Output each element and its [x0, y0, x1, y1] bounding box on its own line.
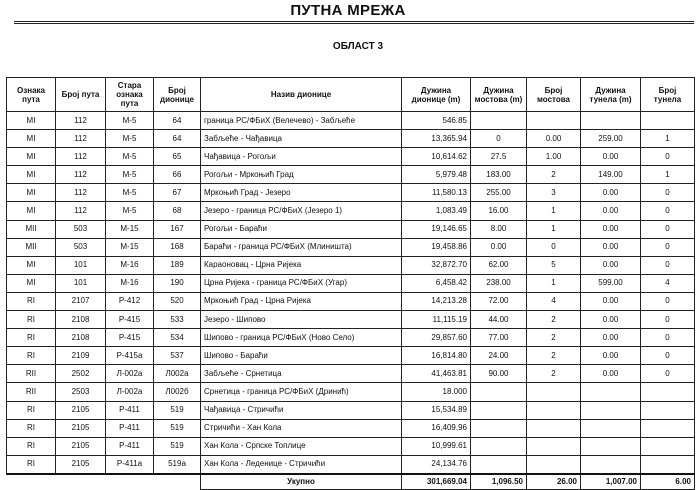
table-cell: M-5	[106, 202, 154, 220]
table-cell: 67	[154, 184, 201, 202]
table-cell: Забљеће - Срнетица	[201, 365, 402, 383]
table-cell: 10,614.62	[402, 148, 471, 166]
table-cell: Језеро - граница РС/ФБиХ (Језеро 1)	[201, 202, 402, 220]
table-cell: Стричићи - Хан Кола	[201, 419, 402, 437]
table-cell: M-5	[106, 112, 154, 130]
table-cell	[641, 437, 695, 455]
table-row	[7, 383, 695, 401]
table-cell: 1	[641, 166, 695, 184]
table-cell: 2109	[56, 347, 106, 365]
table-cell: 2	[527, 329, 581, 347]
table-cell: M-5	[106, 148, 154, 166]
table-cell	[581, 419, 641, 437]
table-cell: M-5	[106, 184, 154, 202]
table-cell: 0.00	[471, 238, 527, 256]
table-cell: 1	[527, 202, 581, 220]
table-cell: 0.00	[527, 130, 581, 148]
table-cell: Забљеће - Чађавица	[201, 130, 402, 148]
table-cell: 599.00	[581, 274, 641, 292]
column-header: Дужина дионице (m)	[402, 78, 471, 112]
table-cell: 64	[154, 130, 201, 148]
table-row	[7, 238, 695, 256]
table-cell: 0	[641, 329, 695, 347]
table-cell: 112	[56, 112, 106, 130]
table-cell: 3	[527, 184, 581, 202]
table-cell: 503	[56, 238, 106, 256]
table-cell: 2108	[56, 329, 106, 347]
table-cell: MII	[7, 238, 56, 256]
column-header: Дужина тунела (m)	[581, 78, 641, 112]
table-cell: 19,146.65	[402, 220, 471, 238]
table-cell: 44.00	[471, 311, 527, 329]
table-cell	[471, 383, 527, 401]
table-cell: Бараћи - граница РС/ФБиХ (Млиништа)	[201, 238, 402, 256]
table-cell: 0.00	[581, 365, 641, 383]
table-cell: MI	[7, 130, 56, 148]
table-cell: 0.00	[581, 292, 641, 310]
table-row	[7, 202, 695, 220]
table-cell: 29,857.60	[402, 329, 471, 347]
table-cell: 0	[641, 202, 695, 220]
table-cell	[581, 437, 641, 455]
table-cell: RI	[7, 347, 56, 365]
table-cell	[527, 455, 581, 474]
table-cell: 13,365.94	[402, 130, 471, 148]
table-cell	[527, 437, 581, 455]
table-cell: 1	[527, 274, 581, 292]
table-cell: 537	[154, 347, 201, 365]
table-cell: 0.00	[581, 238, 641, 256]
table-cell: RII	[7, 365, 56, 383]
table-cell: Рогољи - Мркоњић Град	[201, 166, 402, 184]
table-cell: 19,458.86	[402, 238, 471, 256]
table-cell	[581, 455, 641, 474]
table-cell: Л-002а	[106, 365, 154, 383]
table-cell: 5	[527, 256, 581, 274]
table-row	[7, 256, 695, 274]
table-cell: 0.00	[581, 184, 641, 202]
table-cell: 66	[154, 166, 201, 184]
column-header: Ознака пута	[7, 78, 56, 112]
column-header: Стара ознака пута	[106, 78, 154, 112]
table-cell: 112	[56, 130, 106, 148]
table-cell: Шипово - Бараћи	[201, 347, 402, 365]
table-cell: Шипово - граница РС/ФБиХ (Ново Село)	[201, 329, 402, 347]
table-cell: Р-411	[106, 419, 154, 437]
table-cell: 0	[641, 292, 695, 310]
road-network-table	[6, 77, 695, 490]
table-cell: MI	[7, 256, 56, 274]
table-cell: Р-412	[106, 292, 154, 310]
table-cell	[527, 383, 581, 401]
table-cell: Караоновац - Црна Ријека	[201, 256, 402, 274]
table-cell: 77.00	[471, 329, 527, 347]
table-cell: 24.00	[471, 347, 527, 365]
table-cell: RII	[7, 383, 56, 401]
column-header: Број мостова	[527, 78, 581, 112]
column-header: Број тунела	[641, 78, 695, 112]
title-rule-double	[14, 23, 694, 24]
table-cell: RI	[7, 329, 56, 347]
table-cell: MI	[7, 184, 56, 202]
table-cell: RI	[7, 292, 56, 310]
table-cell: 65	[154, 148, 201, 166]
table-cell: 1.00	[527, 148, 581, 166]
total-length: 301,669.04	[402, 474, 471, 490]
table-cell: Рогољи - Бараћи	[201, 220, 402, 238]
table-cell: 0	[471, 130, 527, 148]
table-cell: Језеро - Шипово	[201, 311, 402, 329]
table-cell: граница РС/ФБиХ (Велечево) - Забљеће	[201, 112, 402, 130]
table-cell: 0.00	[581, 256, 641, 274]
table-cell: Хан Кола - Српске Топлице	[201, 437, 402, 455]
table-cell	[471, 112, 527, 130]
table-cell: 72.00	[471, 292, 527, 310]
table-cell: 0.00	[581, 202, 641, 220]
table-row	[7, 365, 695, 383]
table-cell: 189	[154, 256, 201, 274]
table-cell: 8.00	[471, 220, 527, 238]
table-cell: 2108	[56, 311, 106, 329]
table-cell: 2105	[56, 401, 106, 419]
table-cell: 32,872.70	[402, 256, 471, 274]
table-cell: MI	[7, 166, 56, 184]
table-cell: 64	[154, 112, 201, 130]
table-cell: 2502	[56, 365, 106, 383]
table-cell: MI	[7, 274, 56, 292]
table-cell: 0	[641, 347, 695, 365]
table-row	[7, 166, 695, 184]
table-row	[7, 274, 695, 292]
table-cell: Р-411а	[106, 455, 154, 474]
table-cell	[581, 401, 641, 419]
total-bridge-length: 1,096.50	[471, 474, 527, 490]
table-cell: 2107	[56, 292, 106, 310]
table-cell: 2105	[56, 455, 106, 474]
table-cell: 4	[527, 292, 581, 310]
table-cell: 1	[527, 220, 581, 238]
table-cell: 534	[154, 329, 201, 347]
table-cell: 11,580.13	[402, 184, 471, 202]
table-cell	[527, 112, 581, 130]
table-cell: 62.00	[471, 256, 527, 274]
table-cell: Р-415	[106, 329, 154, 347]
table-cell: Мркоњић Град - Језеро	[201, 184, 402, 202]
column-header: Број пута	[56, 78, 106, 112]
table-cell: Р-415	[106, 311, 154, 329]
table-cell: 149.00	[581, 166, 641, 184]
table-cell: Мркоњић Град - Црна Ријека	[201, 292, 402, 310]
table-cell: 24,134.76	[402, 455, 471, 474]
total-bridge-count: 26.00	[527, 474, 581, 490]
table-cell: Чађавица - Рогољи	[201, 148, 402, 166]
total-row	[7, 474, 695, 490]
table-cell: Срнетица - граница РС/ФБиХ (Дринић)	[201, 383, 402, 401]
table-cell: 0	[641, 238, 695, 256]
table-cell: M-15	[106, 220, 154, 238]
table-row	[7, 292, 695, 310]
table-cell	[471, 419, 527, 437]
table-cell: M-15	[106, 238, 154, 256]
table-cell: 16.00	[471, 202, 527, 220]
table-cell: RI	[7, 455, 56, 474]
table-cell: 0	[641, 365, 695, 383]
table-cell: 2503	[56, 383, 106, 401]
title-rule	[14, 21, 694, 22]
table-row	[7, 220, 695, 238]
table-cell: 0	[527, 238, 581, 256]
page-title: ПУТНА МРЕЖА	[290, 2, 406, 19]
total-blank-cell	[154, 474, 201, 490]
table-cell: Л002б	[154, 383, 201, 401]
table-cell: Л-002а	[106, 383, 154, 401]
table-row	[7, 184, 695, 202]
table-cell: MII	[7, 220, 56, 238]
table-cell: 0.00	[581, 347, 641, 365]
column-header: Назив дионице	[201, 78, 402, 112]
table-cell: 112	[56, 148, 106, 166]
table-cell	[527, 419, 581, 437]
table-row	[7, 419, 695, 437]
table-cell: 519	[154, 401, 201, 419]
total-blank-cell	[7, 474, 56, 490]
table-cell	[641, 383, 695, 401]
table-cell: RI	[7, 437, 56, 455]
table-cell: 0.00	[581, 148, 641, 166]
table-cell	[471, 455, 527, 474]
table-row	[7, 347, 695, 365]
table-cell: 0	[641, 220, 695, 238]
table-cell: 90.00	[471, 365, 527, 383]
table-cell: RI	[7, 419, 56, 437]
table-cell: 167	[154, 220, 201, 238]
table-cell: 16,409.96	[402, 419, 471, 437]
total-tunnel-length: 1,007.00	[581, 474, 641, 490]
table-cell: 15,534.89	[402, 401, 471, 419]
column-header: Број дионице	[154, 78, 201, 112]
table-cell: 533	[154, 311, 201, 329]
table-cell: Р-411	[106, 401, 154, 419]
table-cell: M-16	[106, 274, 154, 292]
table-cell	[581, 112, 641, 130]
table-cell: Црна Ријека - граница РС/ФБиХ (Угар)	[201, 274, 402, 292]
table-row	[7, 148, 695, 166]
table-cell: 18.000	[402, 383, 471, 401]
table-cell: 41,463.81	[402, 365, 471, 383]
table-cell	[471, 437, 527, 455]
table-cell: 0	[641, 311, 695, 329]
table-cell: 1	[641, 130, 695, 148]
table-cell: 112	[56, 166, 106, 184]
table-cell: 6,458.42	[402, 274, 471, 292]
table-header-row	[7, 78, 695, 112]
table-cell	[641, 419, 695, 437]
table-cell	[641, 455, 695, 474]
table-cell: 27.5	[471, 148, 527, 166]
column-header: Дужина мостова (m)	[471, 78, 527, 112]
table-cell: 190	[154, 274, 201, 292]
table-cell: 16,814.80	[402, 347, 471, 365]
table-cell	[471, 401, 527, 419]
total-tunnel-count: 6.00	[641, 474, 695, 490]
table-cell: 0.00	[581, 329, 641, 347]
table-cell: 546.85	[402, 112, 471, 130]
table-cell: RI	[7, 311, 56, 329]
table-row	[7, 455, 695, 474]
table-cell: Хан Кола - Леденице - Стричићи	[201, 455, 402, 474]
table-cell: 5,979.48	[402, 166, 471, 184]
table-cell: M-5	[106, 166, 154, 184]
region-title: ОБЛАСТ 3	[332, 41, 384, 52]
table-row	[7, 401, 695, 419]
table-cell: Р-411	[106, 437, 154, 455]
table-cell: 2105	[56, 437, 106, 455]
table-row	[7, 112, 695, 130]
table-cell: MI	[7, 202, 56, 220]
table-cell: 0.00	[581, 220, 641, 238]
total-blank-cell	[106, 474, 154, 490]
table-cell: M-16	[106, 256, 154, 274]
table-cell: RI	[7, 401, 56, 419]
table-cell	[581, 383, 641, 401]
table-cell: 0	[641, 256, 695, 274]
table-cell: 238.00	[471, 274, 527, 292]
table-cell: 519а	[154, 455, 201, 474]
table-cell: 168	[154, 238, 201, 256]
table-cell: 519	[154, 419, 201, 437]
table-cell: 183.00	[471, 166, 527, 184]
table-cell: 259.00	[581, 130, 641, 148]
table-cell: 519	[154, 437, 201, 455]
table-cell: 520	[154, 292, 201, 310]
table-cell: MI	[7, 148, 56, 166]
table-row	[7, 311, 695, 329]
table-cell: 0.00	[581, 311, 641, 329]
table-cell: 101	[56, 274, 106, 292]
table-cell: 2105	[56, 419, 106, 437]
table-cell: 10,999.61	[402, 437, 471, 455]
table-cell: Р-415а	[106, 347, 154, 365]
table-cell: 4	[641, 274, 695, 292]
table-cell: Чађавица - Стричићи	[201, 401, 402, 419]
table-cell: 68	[154, 202, 201, 220]
table-row	[7, 329, 695, 347]
table-cell: 2	[527, 311, 581, 329]
table-cell: 0	[641, 148, 695, 166]
table-cell	[527, 401, 581, 419]
table-cell: 101	[56, 256, 106, 274]
table-cell: 503	[56, 220, 106, 238]
table-cell: 0	[641, 184, 695, 202]
table-cell: 2	[527, 365, 581, 383]
table-cell: M-5	[106, 130, 154, 148]
table-cell: 14,213.28	[402, 292, 471, 310]
total-blank-cell	[56, 474, 106, 490]
table-cell: 255.00	[471, 184, 527, 202]
table-cell: 112	[56, 202, 106, 220]
table-cell: 2	[527, 166, 581, 184]
total-label: Укупно	[201, 474, 402, 490]
table-cell: 2	[527, 347, 581, 365]
table-cell	[641, 112, 695, 130]
table-row	[7, 437, 695, 455]
table-cell: 112	[56, 184, 106, 202]
table-cell: Л002а	[154, 365, 201, 383]
table-cell: MI	[7, 112, 56, 130]
table-cell	[641, 401, 695, 419]
table-row	[7, 130, 695, 148]
table-cell: 11,115.19	[402, 311, 471, 329]
table-cell: 1,083.49	[402, 202, 471, 220]
